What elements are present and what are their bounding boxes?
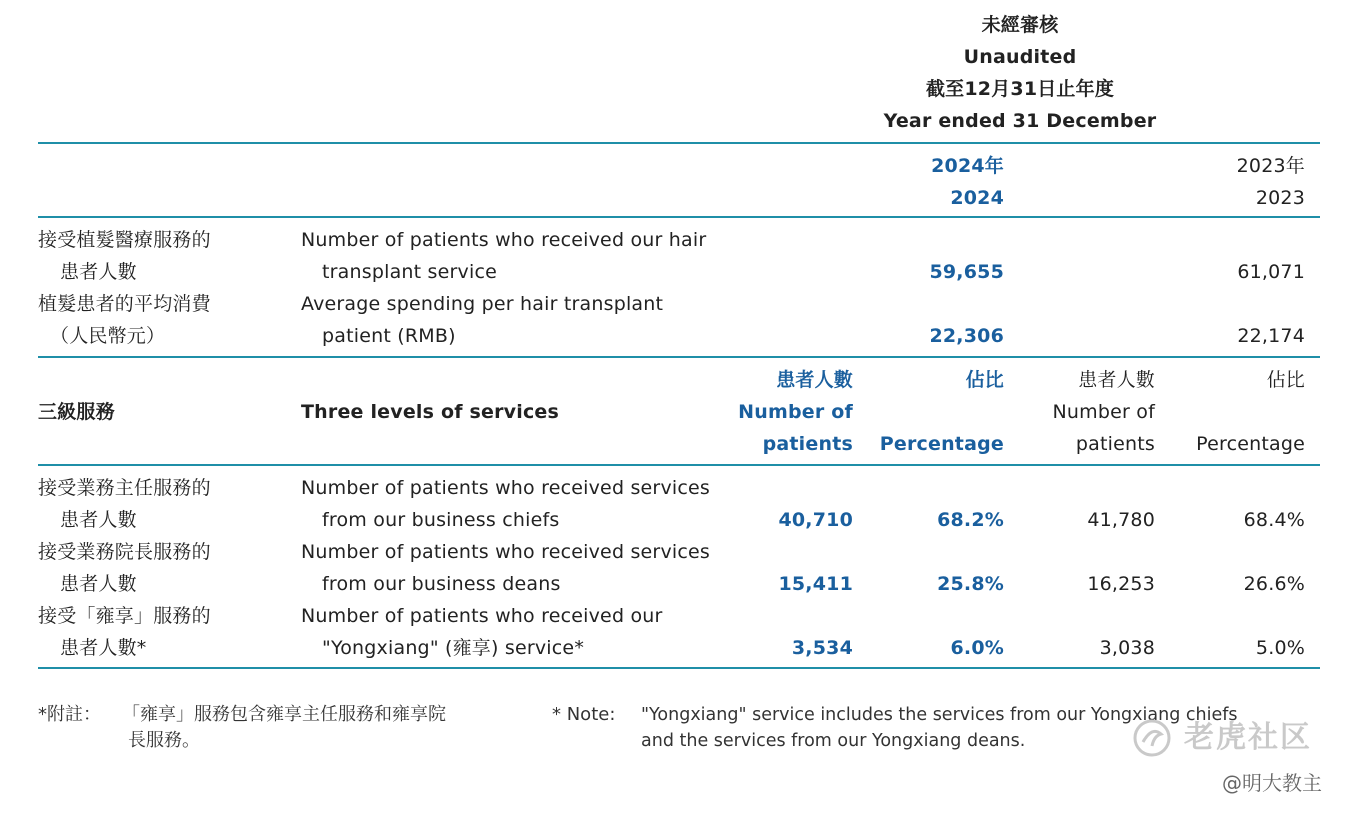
summary-row-1-2023: 61,071 [1237,261,1305,283]
summary-row-2-zh-2: （人民幣元） [50,325,166,347]
services-title-en: Three levels of services [301,401,560,423]
note-en-label: * Note: [552,704,616,725]
summary-row-1-zh-2: 患者人數 [60,261,137,283]
year-2024-zh: 2024年 [931,155,1004,177]
services-header-rule [38,464,1320,466]
service-row-2-zh-1: 接受業務院長服務的 [38,541,211,563]
years-rule [38,216,1320,218]
patients-2024-en-2: patients [762,433,853,455]
service-row-2-en-1: Number of patients who received services [301,541,711,563]
service-row-2-patients-2024: 15,411 [778,573,853,595]
summary-row-2-2024: 22,306 [929,325,1004,347]
note-en-line-2: and the services from our Yongxiang deans. [641,731,1026,751]
summary-row-2-en-1: Average spending per hair transplant [301,293,664,315]
note-zh-line-1: 「雍享」服務包含雍享主任服務和雍享院 [122,704,446,725]
summary-row-2-zh-1: 植髮患者的平均消費 [38,293,211,315]
year-ended-zh: 截至12月31日止年度 [925,78,1115,100]
services-title-zh: 三級服務 [38,401,115,423]
service-row-2-pct-2023: 26.6% [1243,573,1305,595]
service-row-1-pct-2024: 68.2% [937,509,1004,531]
service-row-1-patients-2023: 41,780 [1087,509,1155,531]
summary-row-1-en-1: Number of patients who received our hair [301,229,707,251]
patients-2023-en-2: patients [1075,433,1155,455]
note-zh-label: *附註： [38,704,101,725]
note-zh-line-2: 長服務。 [128,730,200,751]
watermark-brand: 老虎社区 [1184,720,1312,755]
table-bottom-rule [38,667,1320,669]
service-row-1-pct-2023: 68.4% [1243,509,1305,531]
year-2023-zh: 2023年 [1236,155,1305,177]
unaudited-en: Unaudited [963,46,1077,68]
percentage-2024-en: Percentage [879,433,1004,455]
service-row-1-patients-2024: 40,710 [778,509,853,531]
summary-rule [38,356,1320,358]
summary-row-1-zh-1: 接受植髮醫療服務的 [38,229,211,251]
patients-2023-zh: 患者人數 [1078,369,1155,391]
service-row-1-zh-1: 接受業務主任服務的 [38,477,211,499]
header-rule [38,142,1320,144]
service-row-1-en-1: Number of patients who received services [301,477,711,499]
unaudited-zh: 未經審核 [981,14,1059,36]
service-row-3-patients-2024: 3,534 [791,637,853,659]
watermark-author: @明大教主 [1222,771,1322,795]
year-ended-en: Year ended 31 December [883,110,1157,132]
watermark-logo-icon [1132,718,1172,758]
note-en-line-1: "Yongxiang" service includes the services from our Yongxiang chiefs [641,705,1238,725]
service-row-3-patients-2023: 3,038 [1099,637,1155,659]
patients-2024-en-1: Number of [738,401,853,423]
service-row-2-patients-2023: 16,253 [1087,573,1155,595]
percentage-2023-zh: 佔比 [1266,369,1305,391]
summary-row-1-en-2: transplant service [322,261,498,283]
service-row-3-zh-1: 接受「雍享」服務的 [38,605,211,627]
service-row-2-en-2: from our business deans [322,573,561,595]
service-row-3-en-1: Number of patients who received our [301,605,663,627]
service-row-2-zh-2: 患者人數 [60,573,137,595]
percentage-2024-zh: 佔比 [965,369,1004,391]
summary-row-2-2023: 22,174 [1237,325,1305,347]
service-row-3-pct-2024: 6.0% [950,637,1004,659]
summary-row-2-en-2: patient (RMB) [322,325,456,347]
year-2024: 2024 [950,187,1004,209]
service-row-3-en-2: "Yongxiang" (雍享) service* [322,637,585,659]
summary-row-1-2024: 59,655 [929,261,1004,283]
patients-2024-zh: 患者人數 [776,369,853,391]
service-row-3-zh-2: 患者人數* [60,637,147,659]
patients-2023-en-1: Number of [1052,401,1155,423]
year-2023: 2023 [1255,187,1305,209]
service-row-3-pct-2023: 5.0% [1255,637,1305,659]
percentage-2023-en: Percentage [1196,433,1305,455]
service-row-1-zh-2: 患者人數 [60,509,137,531]
service-row-2-pct-2024: 25.8% [937,573,1004,595]
service-row-1-en-2: from our business chiefs [322,509,560,531]
